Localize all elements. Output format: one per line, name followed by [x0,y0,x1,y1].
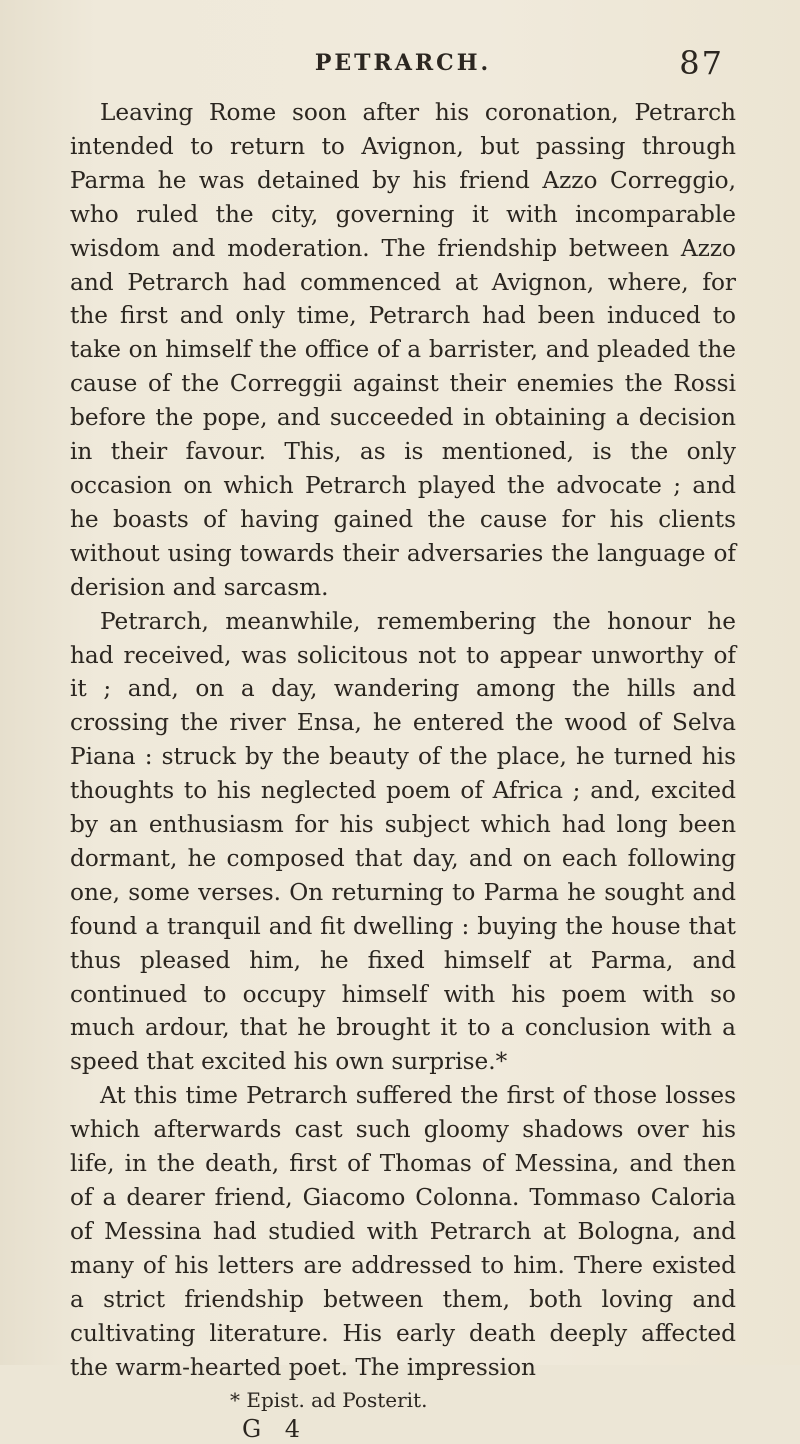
paragraph: At this time Petrarch suffered the first of those losses which afterwards cast such gloomy shadows over his life, in the death, first of Thomas of Messina, and then of a dearer friend, Giacomo Colonna. Tommaso Caloria of Messina had studied with Petrarch at Bologna, and many of his letters are addressed to him. There existed a strict friendship between them, both loving and cultivating literature. His early death deeply affected the warm-hearted poet. The impression [70,1082,736,1381]
paragraph: Leaving Rome soon after his coronation, Petrarch intended to return to Avignon, but passing through Parma he was detained by his friend Azzo Correggio, who ruled the city, governing it with incomparable wisdom and moderation. The friendship between Azzo and Petrarch had commenced at Avignon, where, for the first and only time, Petrarch had been induced to take on himself the office of a barrister, and pleaded the cause of the Correggii against their enemies the Rossi before the pope, and succeeded in obtaining a decision in their favour. This, as is mentioned, is the only occasion on which Petrarch played the advocate ; and he boasts of having gained the cause for his clients without using towards their adversaries the language of derision and sarcasm. [70,99,736,601]
body-text [70,96,736,1384]
running-title: PETRARCH. [314,50,492,76]
signature-mark: G 4 [242,1415,309,1444]
page-number: 87 [679,44,724,82]
running-head [70,44,736,86]
footnote: * Epist. ad Posterit. [230,1388,428,1413]
paragraph: Petrarch, meanwhile, remembering the honour he had received, was solicitous not to appear unworthy of it ; and, on a day, wandering among the hills and crossing the river Ensa, he entered the wood of Selva Piana : struck by the beauty of the place, he turned his thoughts to his neglected poem of Africa ; and, excited by an enthusiasm for his subject which had long been dormant, he composed that day, and on each following one, some verses. On returning to Parma he sought and found a tranquil and fit dwelling : buying the house that thus pleased him, he fixed himself at Parma, and continued to occupy himself with his poem with so much ardour, that he brought it to a conclusion with a speed that excited his own surprise.* [70,607,736,1076]
